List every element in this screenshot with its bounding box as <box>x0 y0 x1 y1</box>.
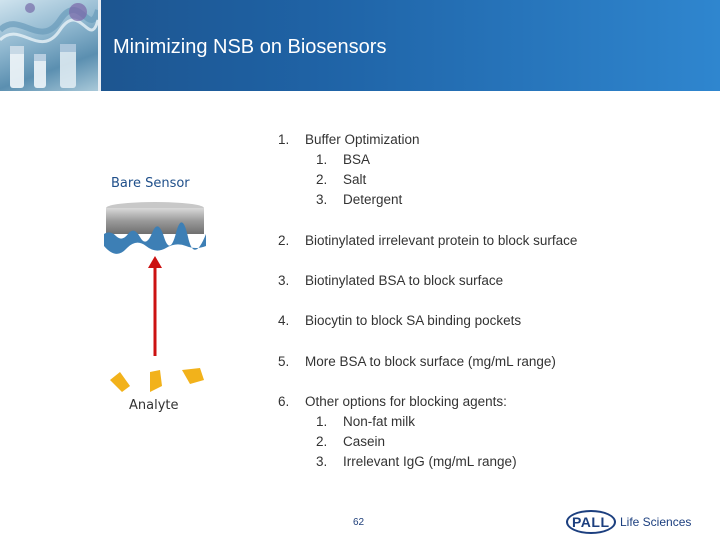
sub-list-item-number: 1. <box>316 152 328 167</box>
list-item-text: Buffer Optimization <box>305 132 420 147</box>
page-title: Minimizing NSB on Biosensors <box>113 36 387 58</box>
list-item-number: 4. <box>278 313 290 328</box>
sub-list-item-text: Detergent <box>343 192 403 207</box>
header-photo <box>0 0 98 91</box>
logo-mark: PALL <box>572 514 610 530</box>
sensor-diagram <box>100 200 220 410</box>
list-item-text: More BSA to block surface (mg/mL range) <box>305 354 556 369</box>
analyte-2 <box>150 370 162 392</box>
list-item-text: Biotinylated BSA to block surface <box>305 273 504 288</box>
list-item-text: Biotinylated irrelevant protein to block surface <box>305 233 578 248</box>
header-banner <box>0 0 720 91</box>
bare-sensor-label: Bare Sensor <box>111 176 190 191</box>
page-number: 62 <box>353 517 365 528</box>
sub-list-item-number: 3. <box>316 454 328 469</box>
binding-arrow-head <box>148 256 162 268</box>
logo-tagline: Life Sciences <box>620 515 692 529</box>
header-divider <box>98 0 101 91</box>
list-item-number: 5. <box>278 354 290 369</box>
analyte-label: Analyte <box>129 398 179 413</box>
sub-list-item-number: 2. <box>316 172 328 187</box>
list-item-text: Other options for blocking agents: <box>305 394 507 409</box>
list-item-number: 6. <box>278 394 290 409</box>
sub-list-item-number: 3. <box>316 192 328 207</box>
sub-list-item-text: Irrelevant IgG (mg/mL range) <box>343 454 517 469</box>
list-item-number: 1. <box>278 132 290 147</box>
analyte-1 <box>110 372 130 392</box>
sub-list-item-text: Salt <box>343 172 367 187</box>
analyte-3 <box>182 368 204 384</box>
sub-list-item-text: Casein <box>343 434 386 449</box>
sub-list-item-number: 2. <box>316 434 328 449</box>
sub-list-item-text: BSA <box>343 152 371 167</box>
list-item-number: 3. <box>278 273 290 288</box>
sub-list-item-number: 1. <box>316 414 328 429</box>
list-item-text: Biocytin to block SA binding pockets <box>305 313 522 328</box>
list-item-number: 2. <box>278 233 290 248</box>
sub-list-item-text: Non-fat milk <box>343 414 416 429</box>
dna-vials-image <box>0 0 98 91</box>
